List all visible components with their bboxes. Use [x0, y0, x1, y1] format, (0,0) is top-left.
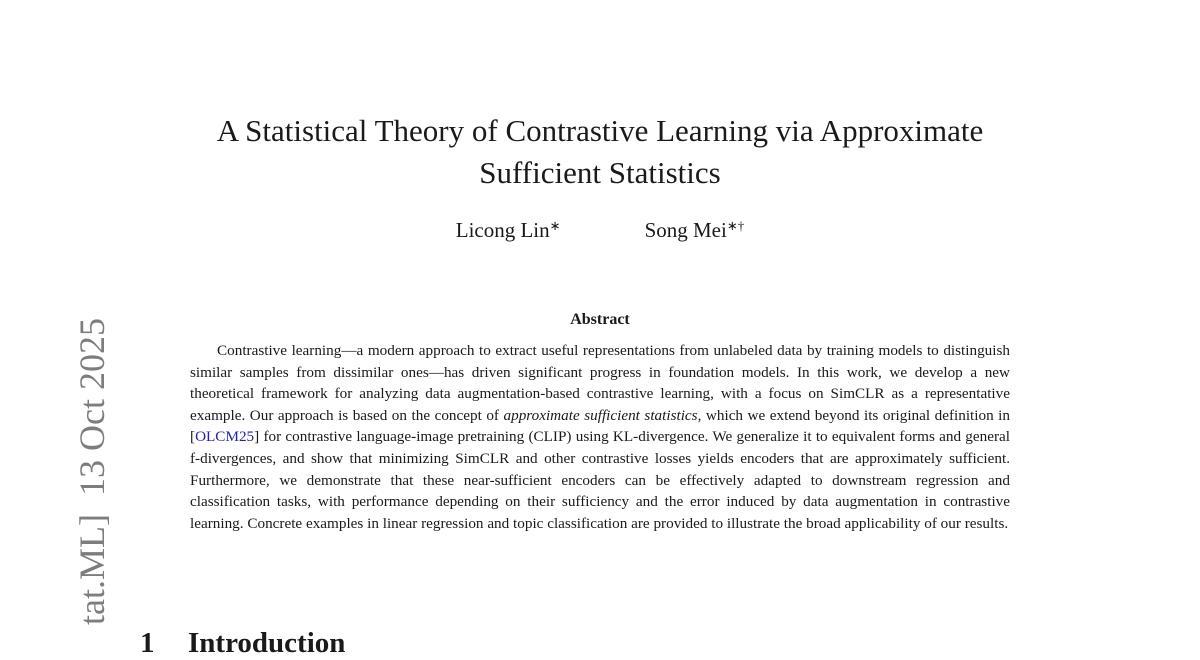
author-1 [456, 216, 561, 244]
abstract-text-part-2: , which we extend beyond its original definition in [ [190, 406, 1010, 446]
title-line-1: A Statistical Theory of Contrastive Learning via Approximate [216, 113, 984, 148]
citation-link[interactable]: OLCM25 [195, 428, 255, 446]
abstract-heading: Abstract [570, 311, 630, 328]
paper-title [150, 110, 1050, 194]
arxiv-sidebar-stamp [26, 318, 112, 648]
section-heading-introduction [140, 626, 345, 660]
section-title: Introduction [188, 627, 346, 659]
abstract-text-part-3: ] for contrastive language-image pretraining (CLIP) using KL-divergence. We generalize it to equivalent forms and general f-divergences, and show that minimizing SimCLR and other contrastive losses yields encoders that are approximately sufficient. Furthermore, we demonstrate that these near-sufficient encoders can be effectively adapted to downstream regression and classification tasks, with performance depending on their sufficiency and the error induced by data augmentation in contrastive learning. Concrete examples in linear regression and topic classification are provided to illustrate the broad applicability of our results. [190, 428, 1010, 532]
author-2 [645, 216, 745, 244]
abstract-text-part-1: Contrastive learning—a modern approach to extract useful representations from unlabeled data by training models to distinguish similar samples from dissimilar ones—has driven significant progress in foundation models. In this work, we develop a new theoretical framework for analyzing data augmentation-based contrastive learning, with a focus on SimCLR as a representative example. Our approach is based on the concept of [190, 342, 1010, 424]
section-number: 1 [140, 627, 155, 659]
author-footnote-mark: ∗† [726, 218, 745, 233]
author-name: Licong Lin [455, 218, 550, 242]
author-name: Song Mei [644, 218, 727, 242]
title-line-2: Sufficient Statistics [479, 155, 721, 190]
author-list [300, 216, 900, 244]
author-footnote-mark: ∗ [549, 218, 561, 233]
abstract-body [190, 340, 1010, 534]
abstract-emphasis: approximate sufficient statistics [503, 406, 698, 424]
arxiv-identifier: tat.ML] 13 Oct 2025 [72, 318, 112, 625]
